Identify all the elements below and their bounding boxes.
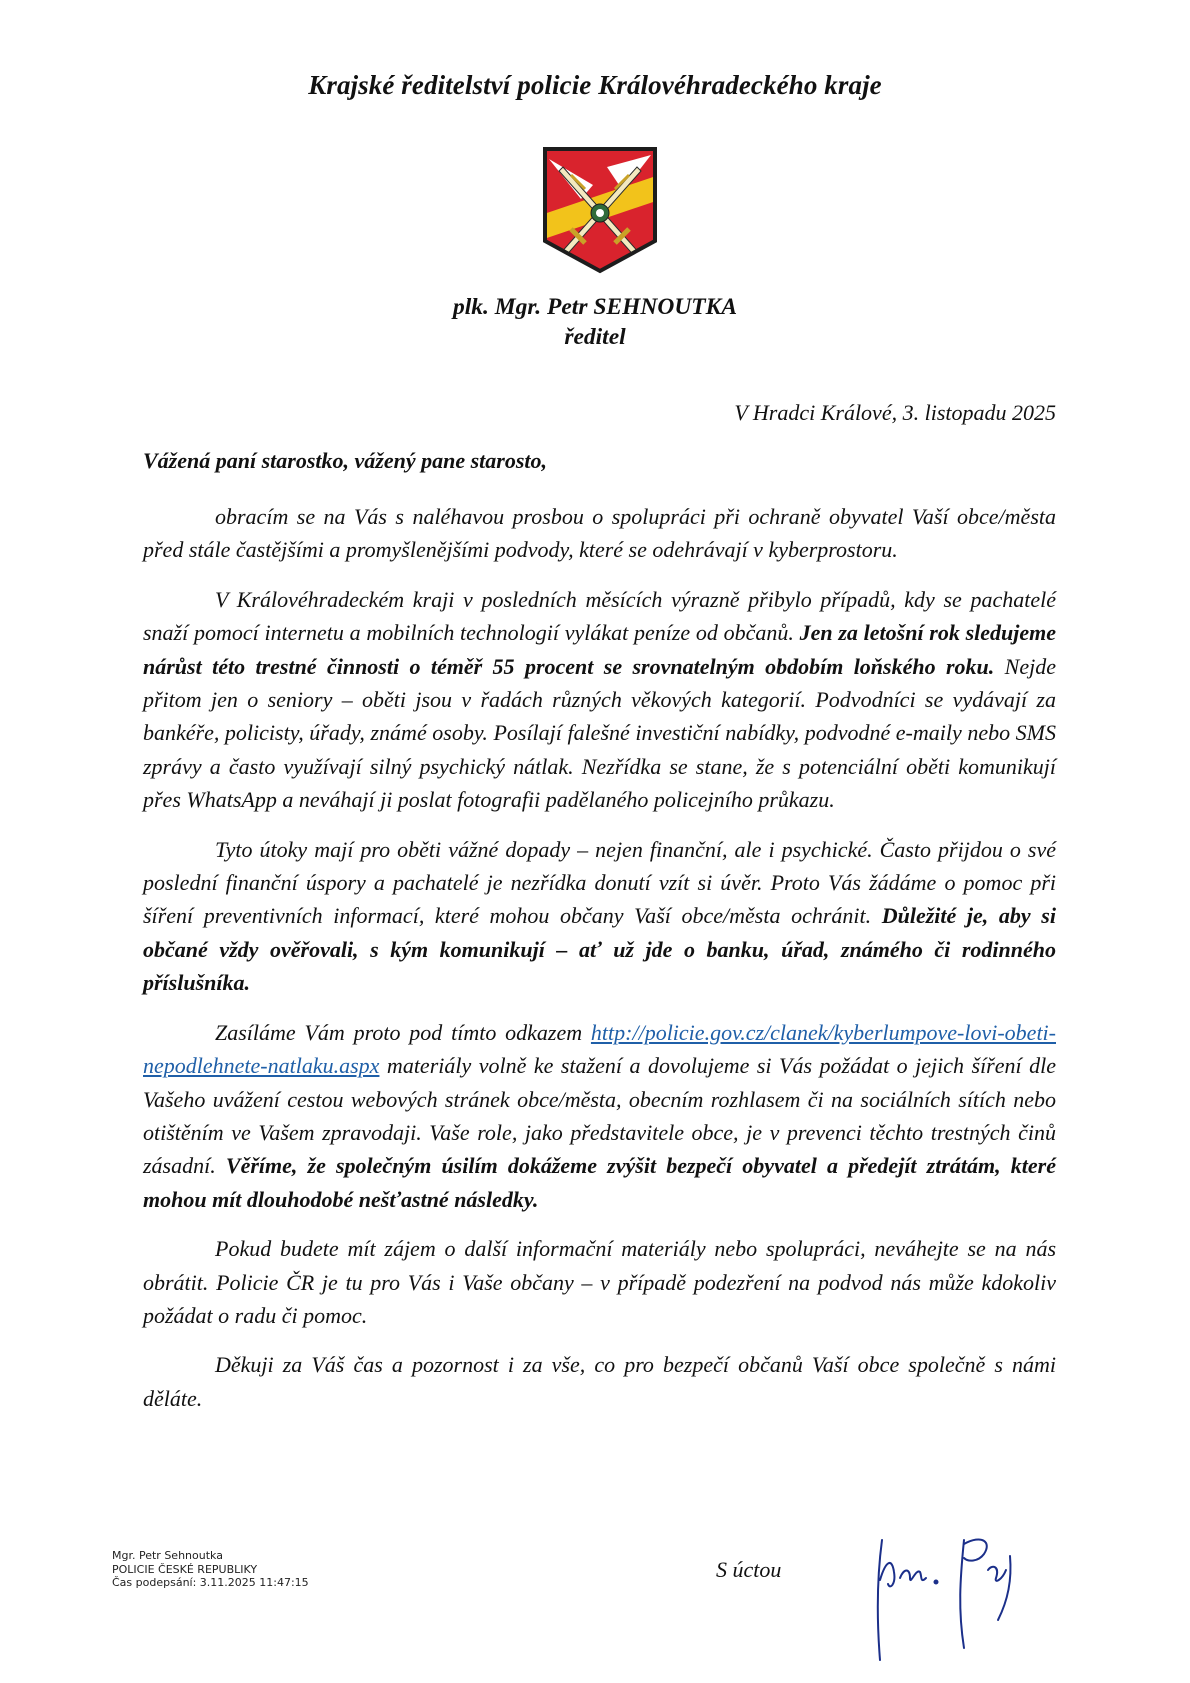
paragraph-6 — [143, 1348, 1056, 1415]
salutation: Vážená paní starostko, vážený pane starosto, — [143, 448, 547, 473]
coat-of-arms-icon — [541, 145, 659, 275]
paragraph-3-bold: Důležité je, aby si občané vždy ověřovali, s kým komunikují – ať už jde o banku, úřad, známého či rodinného příslušníka. — [143, 903, 1056, 996]
letter-body — [143, 500, 1056, 1431]
materials-link[interactable]: http://policie.gov.cz/clanek/kyberlumpove-lovi-obeti-nepodlehnete-natlaku.aspx — [143, 1019, 1056, 1079]
paragraph-2 — [143, 583, 1056, 817]
organization-title: Krajské ředitelství policie Královéhradeckého kraje — [308, 70, 882, 100]
paragraph-1-text: obracím se na Vás s naléhavou prosbou o spolupráci při ochraně obyvatel Vaší obce/města před stále častějšími a promyšlenějšími podvody, které se odehrávají v kyberprostoru. — [143, 504, 1056, 563]
paragraph-5 — [143, 1232, 1056, 1332]
electronic-signature-block — [112, 1549, 309, 1590]
paragraph-2-text-1: V Královéhradeckém kraji v posledních měsících výrazně přibylo případů, kdy se pachatelé snaží pomocí internetu a mobilních technologií vylákat peníze od občanů. — [143, 586, 1056, 646]
paragraph-5-text: Pokud budete mít zájem o další informační materiály nebo spolupráci, neváhejte se na nás obrátit. Policie ČR je tu pro Vás i Vaše občany – v případě podezření na podvod nás může kdokoliv požádat o radu či pomoc. — [143, 1236, 1056, 1328]
handwritten-signature-icon — [860, 1520, 1025, 1670]
signer-organization: POLICIE ČESKÉ REPUBLIKY — [112, 1562, 258, 1576]
paragraph-2-bold: Jen za letošní rok sledujeme nárůst této trestné činnosti o téměř 55 procent se srovnatelným obdobím loňského roku. — [143, 620, 1056, 679]
paragraph-3-text-1: Tyto útoky mají pro oběti vážné dopady – nejen finanční, ale i psychické. Často přijdou o své poslední finanční úspory a pachatelé je nezřídka donutí vzít si úvěr. Proto Vás žádáme o pomoc při šíření preventivních informací, které mohou občany Vaší obce/města ochránit. — [143, 836, 1056, 929]
closing-phrase: S úctou — [716, 1557, 782, 1582]
director-block — [0, 292, 1190, 352]
paragraph-4-bold: Věříme, že společným úsilím dokážeme zvýšit bezpečí obyvatel a předejít ztrátám, které mohou mít dlouhodobé nešťastné následky. — [143, 1153, 1056, 1212]
paragraph-6-text: Děkuji za Váš čas a pozornost i za vše, co pro bezpečí občanů Vaší obce společně s námi děláte. — [143, 1352, 1056, 1411]
paragraph-4-text-2: materiály volně ke stažení a dovolujeme si Vás požádat o jejich šíření dle Vašeho uvážení cestou webových stránek obce/města, obecním rozhlasem či na sociálních sítích nebo otištěním ve Vašem zpravodaji. Vaše role, jako představitele obce, je v prevenci těchto trestných činů zásadní. — [143, 1053, 1056, 1179]
paragraph-4 — [143, 1016, 1056, 1216]
paragraph-4-text-1: Zasíláme Vám proto pod tímto odkazem — [215, 1019, 591, 1045]
signer-name: Mgr. Petr Sehnoutka — [112, 1549, 223, 1562]
director-name: plk. Mgr. Petr SEHNOUTKA — [453, 294, 737, 320]
place-date: V Hradci Králové, 3. listopadu 2025 — [734, 400, 1056, 425]
paragraph-1 — [143, 500, 1056, 567]
paragraph-3 — [143, 833, 1056, 1000]
signing-time: Čas podepsání: 3.11.2025 11:47:15 — [112, 1576, 309, 1589]
director-role: ředitel — [564, 324, 626, 350]
paragraph-2-text-2: Nejde přitom jen o seniory – oběti jsou v řadách různých věkových kategorií. Podvodníci se vydávají za bankéře, policisty, úřady, známé osoby. Posílají falešné investiční nabídky, podvodné e-maily nebo SMS zprávy a často využívají silný psychický nátlak. Nezřídka se stane, že s potenciální oběti komunikují přes WhatsApp a neváhají ji poslat fotografii padělaného policejního průkazu. — [143, 653, 1056, 813]
